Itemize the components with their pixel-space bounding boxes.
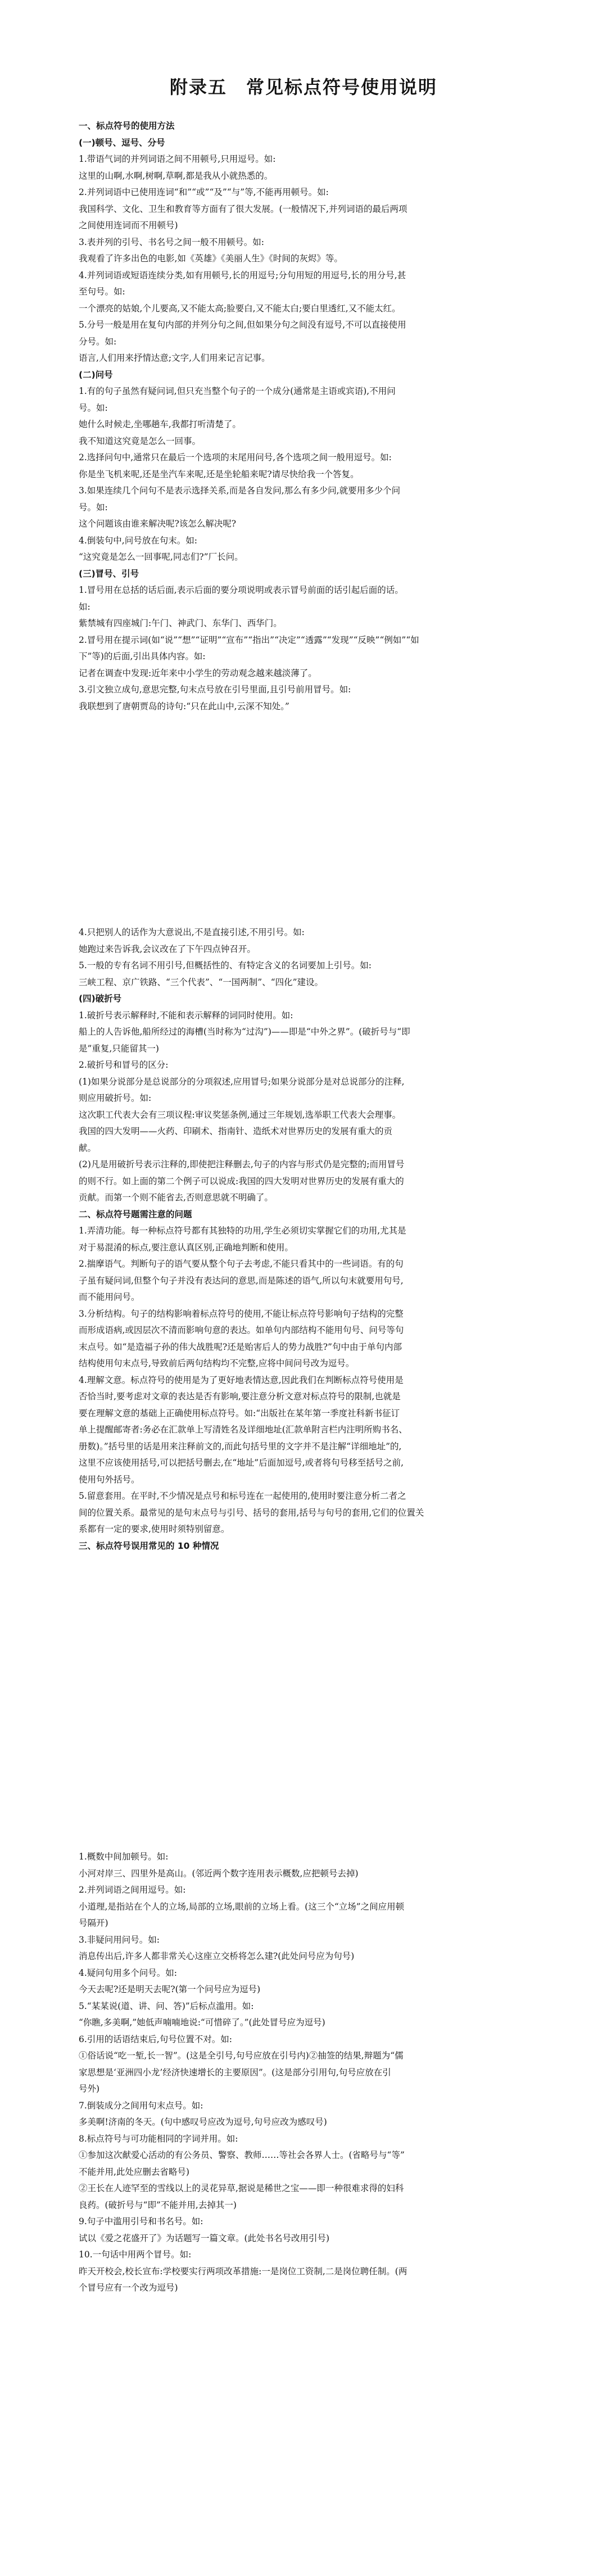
text-line: (1)如果分说部分是总说部分的分项叙述,应用冒号;如果分说部分是对总说部分的注释, — [79, 1076, 405, 1087]
text-line: 而形成语病,或因层次不清而影响句意的表达。如单句内部结构不能用句号、问号等句 — [79, 1325, 404, 1335]
section-heading: (四)破折号 — [79, 994, 122, 1004]
text-line: 5.一般的专有名词不用引号,但概括性的、有特定含义的名词要加上引号。如: — [79, 960, 372, 970]
text-line: 这次职工代表大会有三项议程:审议奖惩条例,通过三年规划,选举职工代表大会理事。 — [79, 1109, 401, 1120]
text-line: 则应用破折号。如: — [79, 1093, 152, 1103]
text-line: 一个漂亮的姑娘,个儿要高,又不能太高;脸要白,又不能太白;要白里透红,又不能太红。 — [79, 303, 401, 314]
text-line: 船上的人告诉他,船所经过的海槽(当时称为“过沟”)——即是“中外之界”。(破折号与“即 — [79, 1027, 410, 1037]
text-line: 号外) — [79, 2084, 100, 2094]
text-line: 号。如: — [79, 402, 108, 413]
text-line: 5.“某某说(道、讲、问、答)”后标点滥用。如: — [79, 2001, 254, 2011]
text-line: 多美啊!济南的冬天。(句中感叹号应改为逗号,句号应改为感叹号) — [79, 2117, 327, 2127]
text-line: 1.弄清功能。每一种标点符号都有其独特的功用,学生必须切实掌握它们的功用,尤其是 — [79, 1226, 406, 1236]
text-line: 10.一句话中用两个冒号。如: — [79, 2250, 192, 2260]
text-line: 我国科学、文化、卫生和教育等方面有了很大发展。(一般情况下,并列词语的最后两项 — [79, 203, 407, 214]
text-line: 4.理解文意。标点符号的使用是为了更好地表情达意,因此我们在判断标点符号使用是 — [79, 1375, 404, 1385]
text-line: 3.表并列的引号、书名号之间一般不用顿号。如: — [79, 237, 265, 247]
text-line: 号隔开) — [79, 1918, 108, 1928]
misuse-cases-section — [79, 1849, 528, 2297]
text-line: ②王长在人迹罕至的雪线以上的灵花异草,据说是稀世之宝——即一种很难求得的妇科 — [79, 2183, 404, 2193]
text-line: 8.标点符号与可功能相同的字词并用。如: — [79, 2133, 238, 2144]
text-line: 4.并列词语或短语连续分类,如有用顿号,长的用逗号;分句用短的用逗号,长的用分号,甚 — [79, 270, 406, 280]
text-line: 小河对岸三、四里外是高山。(邻近两个数字连用表示概数,应把顿号去掉) — [79, 1868, 359, 1879]
text-line: 语言,人们用来抒情达意;文字,人们用来记言记事。 — [79, 353, 270, 363]
text-line: 6.引用的话语结束后,句号位置不对。如: — [79, 2034, 232, 2044]
text-line: 否恰当时,要考虑对文章的表达是否有影响,要注意分析文意对标点符号的限制,也就是 — [79, 1391, 401, 1402]
text-line: 1.概数中间加顿号。如: — [79, 1852, 169, 1862]
text-line: 系都有一定的要求,使用时须特别留意。 — [79, 1524, 230, 1534]
section-heading: (一)顿号、逗号、分号 — [79, 137, 165, 148]
text-line: 4.倒装句中,问号放在句末。如: — [79, 535, 197, 546]
text-line: 5.留意套用。在平时,不少情况是点号和标号连在一起使用的,使用时要注意分析二者之 — [79, 1491, 406, 1501]
text-line: 三峡工程、京广铁路、“三个代表”、“一国两制”、“四化”建设。 — [79, 977, 324, 987]
text-line: 1.冒号用在总括的话后面,表示后面的要分项说明或表示冒号前面的话引起后面的话。 — [79, 585, 404, 595]
text-line: 间的位置关系。最常见的是句末点号与引号、括号的套用,括号与句号的套用,它们的位置关 — [79, 1507, 424, 1518]
text-line: 献。 — [79, 1142, 97, 1153]
text-line: 1.有的句子虽然有疑问词,但只充当整个句子的一个成分(通常是主语或宾语),不用问 — [79, 386, 396, 396]
text-line: 7.倒装成分之间用句末点号。如: — [79, 2100, 203, 2111]
text-line: 良药。(破折号与“即”不能并用,去掉其一) — [79, 2199, 237, 2210]
text-line: 3.引文独立成句,意思完整,句末点号放在引号里面,且引号前用冒号。如: — [79, 684, 351, 695]
text-line: ①参加这次献爱心活动的有公务员、警察、教师……等社会各界人士。(省略号与“等” — [79, 2150, 405, 2160]
text-line: 2.选择问句中,通常只在最后一个选项的末尾用问号,各个选项之间一般用逗号。如: — [79, 452, 392, 462]
text-line: 1.破折号表示解释时,不能和表示解释的词同时使用。如: — [79, 1010, 293, 1021]
text-line: 消息传出后,许多人都非常关心这座立交桥将怎么建?(此处问号应为句号) — [79, 1951, 355, 1961]
section-heading: 三、标点符号误用常见的 10 种情况 — [79, 1540, 219, 1551]
text-line: 小道理,是指站在个人的立场,局部的立场,眼前的立场上看。(这三个“立场”之间应用顿 — [79, 1901, 405, 1912]
text-line: “这究竟是怎么一回事呢,同志们?”厂长问。 — [79, 552, 243, 562]
text-line: 1.带语气词的并列词语之间不用顿号,只用逗号。如: — [79, 154, 276, 164]
text-line: 号。如: — [79, 502, 108, 513]
text-line: 她跑过来告诉我,会议改在了下午四点钟召开。 — [79, 944, 256, 954]
text-line: 这里不应该使用括号,可以把括号删去,在“地址”后面加逗号,或者将句号移至括号之前, — [79, 1458, 404, 1468]
text-line: 3.如果连续几个问句不是表示选择关系,而是各自发问,那么有多少问,就要用多少个问 — [79, 486, 401, 496]
text-line: 个冒号应有一个改为逗号) — [79, 2283, 178, 2293]
notes-section — [79, 924, 528, 1554]
text-line: 子虽有疑问词,但整个句子并没有表达问的意思,而是陈述的语气,所以句末就要用句号, — [79, 1275, 404, 1286]
text-line: 今天去呢?还是明天去呢?(第一个问号应为逗号) — [79, 1984, 261, 1994]
text-line: 结构使用句末点号,导致前后两句结构均不完整,应将中间问号改为逗号。 — [79, 1358, 355, 1368]
text-line: “你瞧,多美啊,”她低声喃喃地说:“可惜碎了。”(此处冒号应为逗号) — [79, 2017, 325, 2028]
text-line: 不能并用,此处应删去省略号) — [79, 2166, 189, 2177]
section-heading: 二、标点符号题需注意的问题 — [79, 1209, 192, 1219]
text-line: 我国的四大发明——火药、印刷术、指南针、造纸术对世界历史的发展有重大的贡 — [79, 1126, 393, 1136]
text-line: ①俗话说“吃一堑,长一智”。(这是全引号,句号应放在引号内)②抽签的结果,辩题为“儒 — [79, 2051, 404, 2061]
text-line: 我不知道这究竟是怎么一回事。 — [79, 436, 201, 446]
text-line: 试以《爱之花盛开了》为话题写一篇文章。(此处书名号改用引号) — [79, 2233, 330, 2243]
text-line: 5.分号一般是用在复句内部的并列分句之间,但如果分句之间没有逗号,不可以直接使用 — [79, 320, 406, 330]
text-line: 3.分析结构。句子的结构影响着标点符号的使用,不能让标点符号影响句子结构的完整 — [79, 1308, 404, 1319]
text-line: 9.句子中滥用引号和书名号。如: — [79, 2216, 203, 2226]
text-line: 是”重复,只能留其一) — [79, 1043, 159, 1054]
section-heading: 一、标点符号的使用方法 — [79, 121, 175, 131]
text-line: 我联想到了唐朝贾岛的诗句:“只在此山中,云深不知处。” — [79, 701, 289, 711]
text-line: 2.并列词语之间用逗号。如: — [79, 1885, 186, 1895]
text-line: 至句号。如: — [79, 287, 125, 297]
section-heading: (三)冒号、引号 — [79, 568, 139, 579]
text-line: 单上提醒邮寄者:务必在汇款单上写清姓名及详细地址(汇款单附言栏内注明所购书名、 — [79, 1425, 407, 1435]
text-line: 4.疑问句用多个问号。如: — [79, 1967, 178, 1978]
text-line: 2.并列词语中已使用连词“和”“或”“及”“与”等,不能再用顿号。如: — [79, 187, 329, 197]
text-line: 昨天开校会,校长宣布:学校要实行两项改革措施:一是岗位工资制,二是岗位聘任制。(两 — [79, 2266, 407, 2276]
section-heading: (二)问号 — [79, 369, 113, 380]
text-line: 2.揣摩语气。判断句子的语气要从整个句子去考虑,不能只看其中的一些词语。有的句 — [79, 1259, 404, 1269]
text-line: 之间使用连词而不用顿号) — [79, 220, 178, 230]
text-line: 这个问题该由谁来解决呢?该怎么解决呢? — [79, 519, 237, 529]
text-line: 你是坐飞机来呢,还是坐汽车来呢,还是坐轮船来呢?请尽快给我一个答复。 — [79, 469, 359, 479]
page-title: 附录五 常见标点符号使用说明 — [169, 76, 437, 98]
text-line: 我观看了许多出色的电影,如《英雄》《美丽人生》《时间的灰烬》等。 — [79, 253, 343, 264]
text-line: (2)凡是用破折号表示注释的,即使把注释删去,句子的内容与形式仍是完整的;而用冒号 — [79, 1159, 405, 1169]
text-line: 如: — [79, 601, 90, 612]
text-line: 4.只把别人的话作为大意说出,不是直接引述,不用引号。如: — [79, 927, 305, 937]
text-line: 末点号。如“是造福子孙的伟大战胜呢?还是贻害后人的势力战胜?”句中由于单句内部 — [79, 1341, 402, 1352]
text-line: 的则不行。如上面的第二个例子可以说成:我国的四大发明对世界历史的发展有重大的 — [79, 1176, 404, 1186]
text-line: 她什么时候走,坐哪趟车,我都打听清楚了。 — [79, 419, 241, 429]
text-line: 册数)。”括号里的话是用来注释前文的,而此句括号里的文字并不是注解“详细地址”的, — [79, 1441, 402, 1452]
text-line: 下”等)的后面,引出具体内容。如: — [79, 651, 206, 661]
text-line: 分号。如: — [79, 336, 117, 347]
text-line: 记者在调查中发现:近年来中小学生的劳动观念越来越淡薄了。 — [79, 668, 317, 678]
text-line: 贡献。而第一个则不能省去,否则意思就不明确了。 — [79, 1192, 273, 1203]
text-line: 对于易混淆的标点,要注意认真区别,正确地判断和使用。 — [79, 1242, 293, 1253]
text-line: 2.冒号用在提示词(如“说”“想”“证明”“宣布”“指出”“决定”“透露”“发现”“反映”“例如”“如 — [79, 634, 419, 645]
text-line: 家思想是‘亚洲四小龙’经济快速增长的主要原因”。(这是部分引用句,句号应放在引 — [79, 2067, 391, 2078]
usage-section — [79, 118, 528, 715]
text-line: 紫禁城有四座城门:午门、神武门、东华门、西华门。 — [79, 618, 282, 628]
text-line: 3.非疑问用问号。如: — [79, 1934, 160, 1945]
text-line: 要在理解文意的基础上正确使用标点符号。如:“出版社在某年第一季度社科新书征订 — [79, 1408, 400, 1418]
text-line: 2.破折号和冒号的区分: — [79, 1060, 169, 1070]
text-line: 使用句外括号。 — [79, 1474, 140, 1485]
text-line: 这里的山啊,水啊,树啊,草啊,都是我从小就热悉的。 — [79, 170, 273, 181]
text-line: 而不能用问号。 — [79, 1292, 140, 1302]
